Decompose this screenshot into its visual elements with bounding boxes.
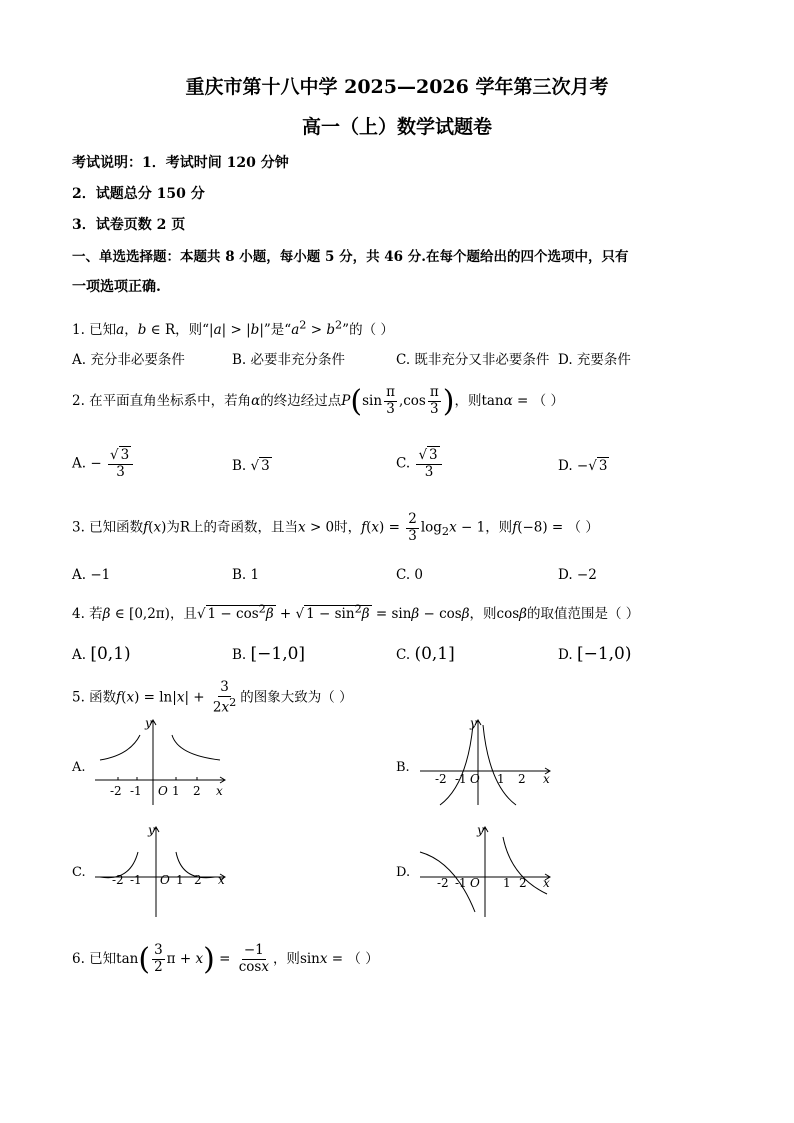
svg-text:O: O [158, 784, 168, 798]
q1-option-b[interactable]: B. 必要非充分条件 [232, 352, 346, 368]
svg-text:-2: -2 [437, 876, 449, 890]
q1-option-c[interactable]: C. 既非充分又非必要条件 [396, 352, 550, 368]
q3-option-c[interactable]: C. 0 [396, 567, 424, 583]
q5-graph-d[interactable] [415, 822, 565, 922]
svg-text:y: y [470, 716, 477, 730]
q3-option-b[interactable]: B. 1 [232, 567, 260, 583]
exam-subtitle: 高一（上）数学试题卷 [301, 116, 492, 138]
svg-text:-1: -1 [130, 784, 142, 798]
q4-option-c[interactable]: C. (0,1] [396, 644, 455, 664]
q1-option-a[interactable]: A. 充分非必要条件 [72, 352, 185, 368]
q5-option-d-label[interactable]: D. [396, 865, 411, 880]
svg-text:O: O [470, 772, 480, 786]
question-4: 4. 若β ∈ [0,2π)，且√ $1 - \cos^2\beta$ + √ $1 - \sin^2\beta = \sin\beta - \cos\beta$，则cosβ的取值范围是（ ） [72, 602, 640, 622]
svg-text:1: 1 [176, 873, 184, 887]
svg-text:x: x [543, 876, 550, 890]
q5-graph-b[interactable] [415, 715, 565, 810]
svg-text:y: y [477, 823, 484, 837]
q1-option-d[interactable]: D. 充要条件 [558, 352, 631, 368]
q5-graph-a[interactable] [90, 715, 240, 810]
question-3: 3. 已知函数f(x)为R上的奇函数，且当x > 0时，f(x) = $\frac{2}{3}$ $\log_2x - 1$，则f(−8) = （ ） [72, 511, 599, 544]
svg-text:1: 1 [503, 876, 511, 890]
svg-text:-1: -1 [130, 873, 142, 887]
q4-option-d[interactable]: D. [−1,0) [558, 644, 632, 664]
svg-text:-1: -1 [455, 772, 467, 786]
svg-text:y: y [145, 716, 152, 730]
q2-option-b[interactable]: B. √ 3 [232, 458, 270, 474]
q4-option-a[interactable]: A. [0,1) [72, 644, 131, 664]
svg-text:2: 2 [519, 876, 527, 890]
svg-text:1: 1 [172, 784, 180, 798]
q3-option-a[interactable]: A. −1 [72, 567, 111, 583]
question-5: 5. 函数f(x) = ln|x| + $\frac{3}{2x^2}$ 的图象大致为（ ） [72, 679, 353, 716]
q5-option-c-label[interactable]: C. [72, 865, 86, 880]
q2-option-a[interactable]: A. − $\frac{√ 3}{3}$ [72, 448, 135, 480]
svg-text:x: x [216, 784, 223, 798]
instruction-time: 考试说明：1．考试时间 120 分钟 [72, 155, 289, 171]
exam-title: 重庆市第十八中学 2025—2026 学年第三次月考 [185, 76, 609, 98]
q5-graph-c[interactable] [90, 822, 240, 922]
svg-text:2: 2 [193, 784, 201, 798]
svg-text:O: O [160, 873, 170, 887]
question-1: 1. 已知a，b ∈ R，则“|a| > |b|”是“$a^2 > b^2$”的（ ） [72, 318, 394, 338]
svg-text:y: y [148, 823, 155, 837]
instruction-score: 2．试题总分 150 分 [72, 186, 205, 202]
q2-option-c[interactable]: C. $\frac{√ 3}{3}$ [396, 448, 444, 480]
svg-text:2: 2 [194, 873, 202, 887]
section-heading: 一、单选选择题：本题共 8 小题，每小题 5 分，共 46 分.在每个题给出的四个选项中，只有 [72, 249, 629, 265]
question-2: 2. 在平面直角坐标系中，若角α的终边经过点P(sin $\frac{\pi}{3}$ ,cos $\frac{\pi}{3}$ )，则tanα = （ ） [72, 384, 564, 419]
svg-text:1: 1 [497, 772, 505, 786]
instruction-pages: 3．试卷页数 2 页 [72, 217, 186, 233]
svg-text:-2: -2 [112, 873, 124, 887]
q5-option-b-label[interactable]: B. [396, 760, 410, 775]
svg-text:-1: -1 [455, 876, 467, 890]
svg-text:O: O [470, 876, 480, 890]
q5-option-a-label[interactable]: A. [72, 760, 86, 775]
q3-option-d[interactable]: D. −2 [558, 567, 597, 583]
svg-text:-2: -2 [110, 784, 122, 798]
svg-text:x: x [218, 873, 225, 887]
svg-text:x: x [543, 772, 550, 786]
q2-option-d[interactable]: D. −√ 3 [558, 458, 608, 474]
svg-text:-2: -2 [435, 772, 447, 786]
question-6: 6. 已知tan( $\frac{3}{2}$ π + x) = $\frac{-1}{\cos x}$ ，则sinx = （ ） [72, 942, 379, 977]
svg-text:2: 2 [518, 772, 526, 786]
q4-option-b[interactable]: B. [−1,0] [232, 644, 306, 664]
section-heading-cont: 一项选项正确. [72, 279, 161, 295]
